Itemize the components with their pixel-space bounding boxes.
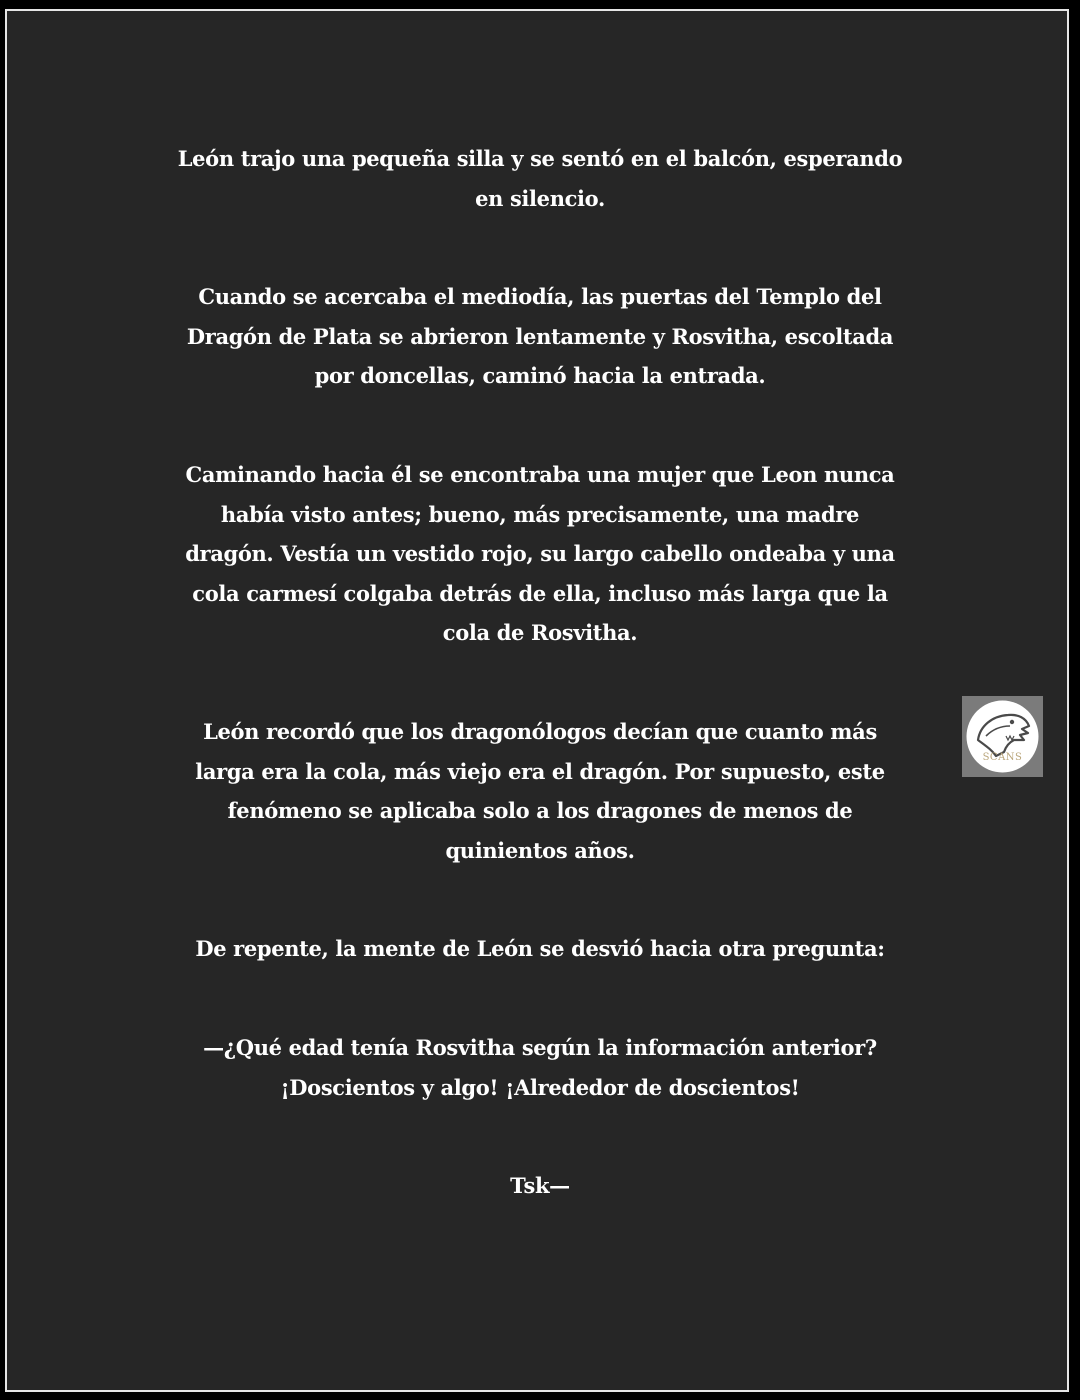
watermark-text: SCANS [982,752,1023,763]
paragraph-2: Cuando se acercaba el mediodía, las puertas del Templo del Dragón de Plata se abrieron lentamente y Rosvitha, escoltada por doncellas, caminó hacia la entrada. [186,284,894,389]
dinosaur-logo-icon [962,696,1043,777]
paragraph-4: León recordó que los dragonólogos decían que cuanto más larga era la cola, más viejo era el dragón. Por supuesto, este fenómeno se aplicaba solo a los dragones de menos de quinientos años. [195,718,885,863]
paragraph-5: De repente, la mente de León se desvió hacia otra pregunta: [195,936,885,962]
paragraph-7: Tsk— [510,1173,570,1199]
paragraph-6: —¿Qué edad tenía Rosvitha según la información anterior? ¡Doscientos y algo! ¡Alrededor de doscientos! [203,1034,877,1100]
paragraph-3: Caminando hacia él se encontraba una mujer que Leon nunca había visto antes; bueno, más precisamente, una madre dragón. Vestía un vestido rojo, su largo cabello ondeaba y una cola carmesí colgaba detrás de ella, incluso más larga que la cola de Rosvitha. [185,461,895,646]
story-text [150,139,930,1206]
scanlation-watermark [962,696,1043,777]
paragraph-1: León trajo una pequeña silla y se sentó en el balcón, esperando en silencio. [177,146,903,211]
